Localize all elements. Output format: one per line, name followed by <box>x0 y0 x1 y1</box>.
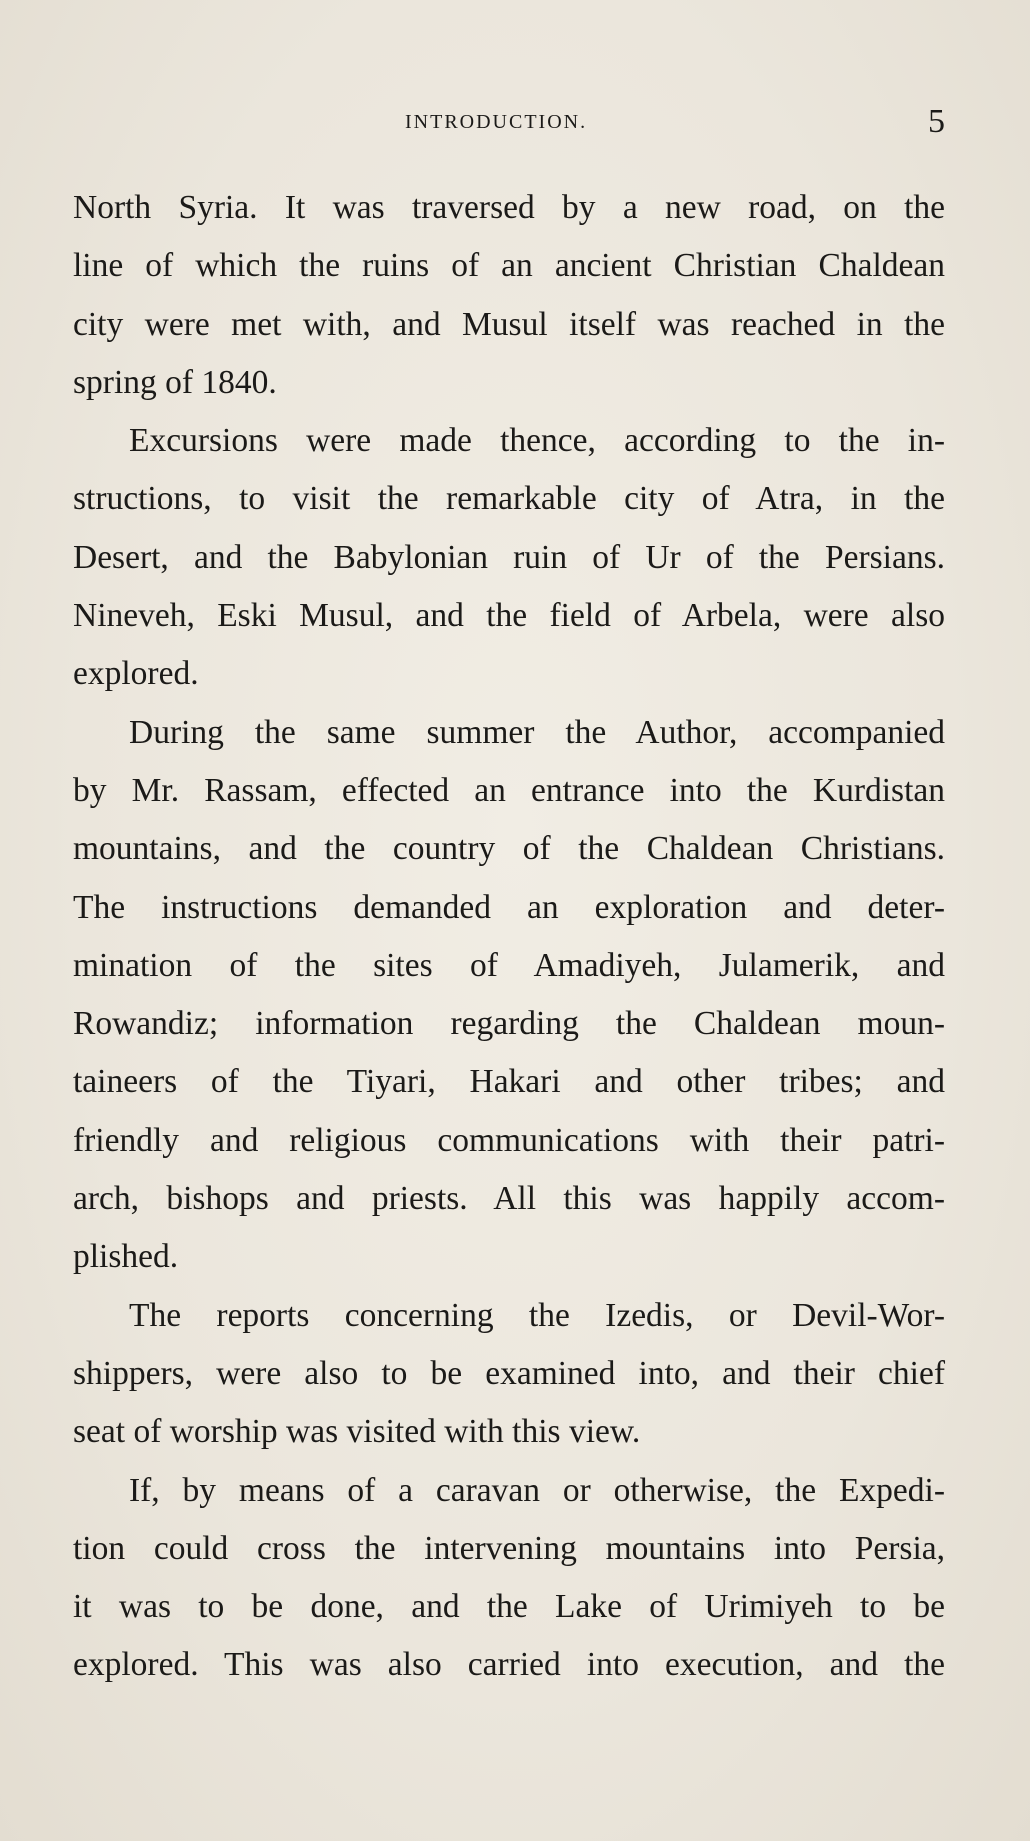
text-line: Nineveh, Eski Musul, and the field of Arbela, were also <box>73 597 945 635</box>
text-line: taineers of the Tiyari, Hakari and other tribes; and <box>73 1063 945 1101</box>
text-line: shippers, were also to be examined into, and their chief <box>73 1354 945 1392</box>
text-line: Excursions were made thence, according to the in- <box>129 422 945 460</box>
text-line: city were met with, and Musul itself was reached in the <box>73 305 945 343</box>
text-line: If, by means of a caravan or otherwise, the Expedi- <box>129 1471 945 1509</box>
running-head <box>0 103 1030 143</box>
text-line: arch, bishops and priests. All this was happily accom- <box>73 1180 945 1218</box>
body-text <box>73 190 945 1706</box>
text-line: mination of the sites of Amadiyeh, Julamerik, and <box>73 946 945 984</box>
text-line: explored. This was also carried into execution, and the <box>73 1646 945 1684</box>
text-line: During the same summer the Author, accompanied <box>129 713 945 751</box>
page-number: 5 <box>928 103 945 140</box>
text-line: plished. <box>73 1238 179 1276</box>
text-line: spring of 1840. <box>73 363 277 401</box>
text-line: seat of worship was visited with this view. <box>73 1413 641 1451</box>
text-line: explored. <box>73 655 199 693</box>
text-line: North Syria. It was traversed by a new road, on the <box>73 189 945 226</box>
text-line: Desert, and the Babylonian ruin of Ur of the Persians. <box>73 538 945 576</box>
text-line: Rowandiz; information regarding the Chaldean moun- <box>73 1005 945 1043</box>
text-line: it was to be done, and the Lake of Urimiyeh to be <box>73 1588 945 1626</box>
text-line: friendly and religious communications with their patri- <box>73 1121 945 1159</box>
text-line: The reports concerning the Izedis, or Devil-Wor- <box>129 1296 945 1334</box>
running-title: INTRODUCTION. <box>405 111 588 133</box>
text-line: by Mr. Rassam, effected an entrance into the Kurdistan <box>73 771 945 809</box>
text-line: line of which the ruins of an ancient Christian Chaldean <box>73 247 945 285</box>
text-line: The instructions demanded an exploration and deter- <box>73 888 945 926</box>
text-line: structions, to visit the remarkable city of Atra, in the <box>73 480 945 518</box>
text-line: tion could cross the intervening mountains into Persia, <box>73 1529 945 1567</box>
text-line: mountains, and the country of the Chaldean Christians. <box>73 830 945 868</box>
